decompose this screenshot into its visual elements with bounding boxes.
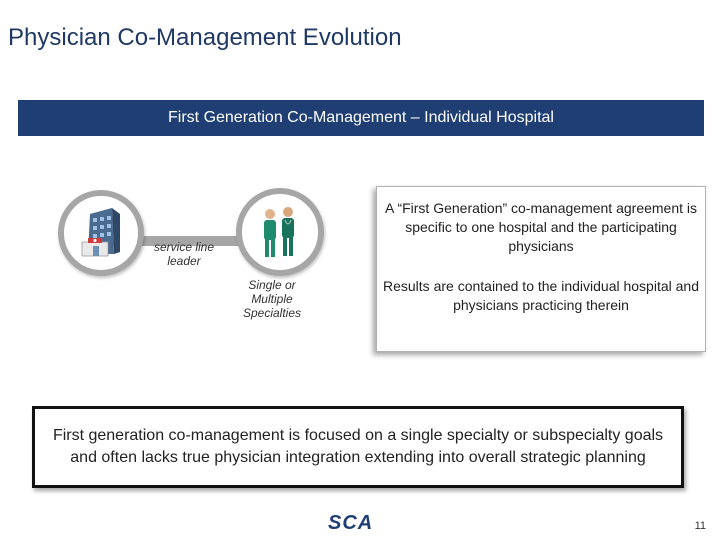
caption-line: Multiple (251, 292, 293, 306)
page-number: 11 (694, 520, 706, 532)
caption-line: Specialties (242, 306, 302, 320)
physicians-icon (242, 194, 318, 270)
caption-line: service line (153, 240, 215, 254)
section-banner: First Generation Co-Management – Individual Hospital (18, 100, 704, 136)
caption-line: leader (167, 254, 201, 268)
sca-logo: SCA (328, 512, 374, 534)
hospital-circle (58, 190, 144, 276)
service-line-leader-caption (144, 240, 224, 268)
physicians-circle (236, 188, 324, 276)
info-point-1: A “First Generation” co-management agreement is specific to one hospital and the participating physicians (384, 200, 698, 254)
specialties-caption (232, 278, 312, 320)
info-point-2: Results are contained to the individual hospital and physicians practicing therein (383, 278, 699, 313)
caption-line: Single or (248, 278, 296, 292)
summary-box: First generation co-management is focused on a single specialty or subspecialty goals and often lacks true physician integration extending into overall strategic planning (32, 406, 684, 488)
hospital-building-icon (64, 196, 138, 270)
slide-title: Physician Co-Management Evolution (8, 24, 402, 51)
info-box (376, 186, 706, 352)
